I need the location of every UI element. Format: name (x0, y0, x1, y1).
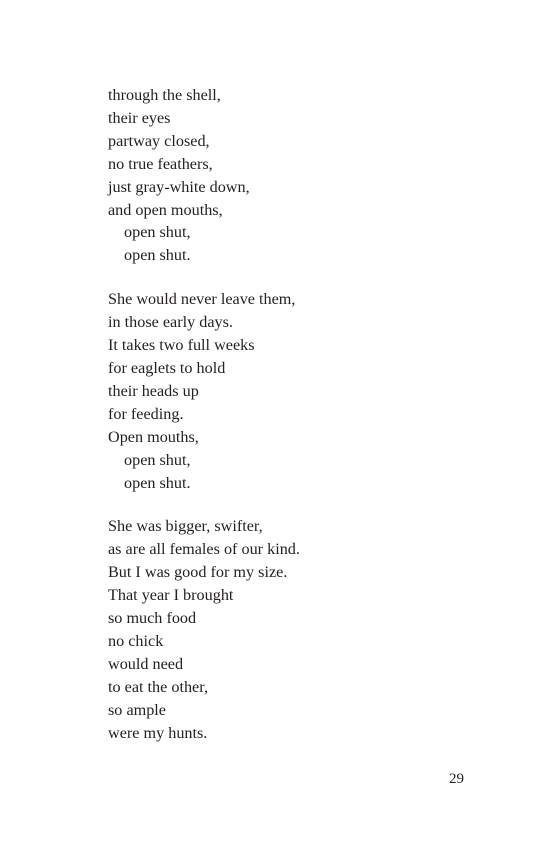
poem-line: for feeding. (108, 404, 184, 423)
poem-line: would need (108, 654, 184, 673)
poem-line: to eat the other, (108, 677, 209, 696)
poem-line: open shut, (124, 223, 191, 242)
poem-line: and open mouths, (108, 200, 223, 219)
poem-line: open shut. (124, 473, 191, 492)
poem-line: so ample (108, 700, 166, 719)
poem-line: so much food (108, 609, 197, 628)
page-number: 29 (449, 771, 464, 787)
stanza (108, 515, 488, 744)
poem-body (108, 84, 488, 765)
poem-line: their heads up (108, 381, 199, 400)
poem-line: no true feathers, (108, 154, 213, 173)
stanza (108, 84, 488, 267)
poem-line: partway closed, (108, 131, 210, 150)
poem-line: for eaglets to hold (108, 358, 226, 377)
poem-line: She would never leave them, (108, 290, 296, 309)
poem-line: open shut, (124, 450, 191, 469)
poem-line: in those early days. (108, 313, 233, 332)
poem-line: their eyes (108, 108, 171, 127)
poem-line: That year I brought (108, 586, 234, 605)
poem-line: as are all females of our kind. (108, 540, 300, 559)
poem-line: through the shell, (108, 86, 221, 104)
poem-line: She was bigger, swifter, (108, 517, 263, 536)
stanza (108, 288, 488, 494)
poem-line: just gray-white down, (108, 177, 250, 196)
poem-line: were my hunts. (108, 723, 208, 742)
poem-line: But I was good for my size. (108, 563, 288, 582)
poem-line: open shut. (124, 246, 191, 265)
poem-line: Open mouths, (108, 427, 199, 446)
poem-line: no chick (108, 631, 164, 650)
poem-line: It takes two full weeks (108, 336, 255, 355)
